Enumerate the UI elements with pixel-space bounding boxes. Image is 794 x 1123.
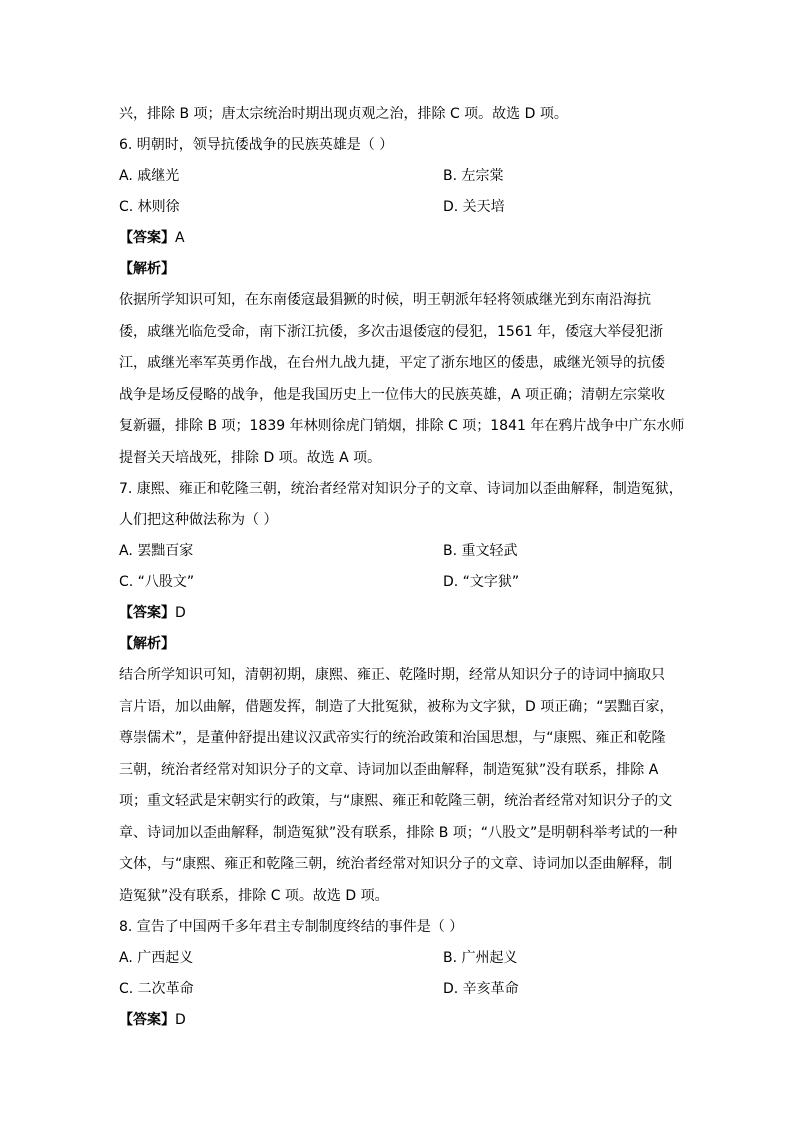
analysis-label: 【解析】: [119, 636, 175, 652]
options-row: [119, 192, 679, 223]
option-b: B. 左宗棠: [443, 168, 504, 184]
analysis-line: 倭，戚继光临危受命，南下浙江抗倭，多次击退倭寇的侵犯，1561 年，倭寇大举侵犯浙: [119, 323, 664, 340]
options-row: [119, 536, 679, 567]
option-a: A. 戚继光: [119, 168, 180, 184]
analysis-text: [119, 660, 679, 912]
options-row: [119, 567, 679, 598]
answer-label: 【答案】: [119, 230, 175, 246]
answer-value: A: [175, 230, 185, 246]
options-row: [119, 974, 679, 1005]
analysis-text: [119, 285, 685, 474]
question-text: 7. 康熙、雍正和乾隆三朝，统治者经常对知识分子的文章、诗词加以歪曲解释，制造冤狱，: [119, 481, 683, 497]
option-c: C. 林则徐: [119, 199, 180, 215]
continuation-text: 兴，排除 B 项；唐太宗统治时期出现贞观之治，排除 C 项。故选 D 项。: [119, 106, 568, 122]
answer-line: [119, 598, 679, 629]
option-d: D. “文字狱”: [443, 574, 520, 590]
document-content: [119, 99, 685, 1036]
analysis-label: 【解析】: [119, 261, 175, 277]
option-b: B. 重文轻武: [443, 543, 518, 559]
analysis-heading: [119, 254, 679, 285]
analysis-line: 项；重文轻武是宋朝实行的政策，与“康熙、雍正和乾隆三朝，统治者经常对知识分子的文: [119, 793, 673, 809]
analysis-line: 造冤狱”没有联系，排除 C 项。故选 D 项。: [119, 887, 389, 904]
analysis-line: 江，戚继光率军英勇作战，在台州九战九捷，平定了浙东地区的倭患，戚继光领导的抗倭: [119, 355, 665, 371]
question-6: [119, 130, 685, 474]
answer-label: 【答案】: [119, 605, 175, 621]
question-text: 6. 明朝时，领导抗倭战争的民族英雄是（ ）: [119, 137, 394, 153]
answer-value: D: [175, 1012, 186, 1028]
analysis-line: 三朝，统治者经常对知识分子的文章、诗词加以歪曲解释，制造冤狱”没有联系，排除 A: [119, 761, 659, 778]
option-b: B. 广州起义: [443, 950, 518, 966]
analysis-line: 尊崇儒术”，是董仲舒提出建议汉武帝实行的统治政策和治国思想，与“康熙、雍正和乾隆: [119, 730, 666, 746]
option-d: D. 关天培: [443, 199, 505, 215]
question-text: 人们把这种做法称为（ ）: [119, 512, 278, 528]
option-c: C. “八股文”: [119, 574, 195, 590]
option-a: A. 罢黜百家: [119, 543, 194, 559]
analysis-line: 言片语，加以曲解，借题发挥，制造了大批冤狱，被称为文字狱，D 项正确；“罢黜百家，: [119, 698, 674, 715]
analysis-line: 提督关天培战死，排除 D 项。故选 A 项。: [119, 449, 382, 466]
options-row: [119, 161, 679, 192]
question-8: [119, 912, 679, 1036]
answer-line: [119, 1005, 679, 1036]
answer-value: D: [175, 605, 186, 621]
analysis-line: 复新疆，排除 B 项；1839 年林则徐虎门销烟，排除 C 项；1841 年在鸦片战争中广东水师: [119, 418, 685, 434]
analysis-line: 依据所学知识可知，在东南倭寇最猖獗的时候，明王朝派年轻将领戚继光到东南沿海抗: [119, 292, 651, 308]
option-a: A. 广西起义: [119, 950, 194, 966]
option-d: D. 辛亥革命: [443, 981, 519, 997]
answer-label: 【答案】: [119, 1012, 175, 1028]
options-row: [119, 943, 679, 974]
answer-line: [119, 223, 679, 254]
analysis-line: 结合所学知识可知，清朝初期，康熙、雍正、乾隆时期，经常从知识分子的诗词中摘取只: [119, 667, 665, 683]
question-text: 8. 宣告了中国两千多年君主专制制度终结的事件是（ ）: [119, 919, 464, 935]
question-7: [119, 474, 683, 912]
analysis-line: 文体，与“康熙、雍正和乾隆三朝，统治者经常对知识分子的文章、诗词加以歪曲解释，制: [119, 856, 673, 872]
analysis-line: 战争是场反侵略的战争，他是我国历史上一位伟大的民族英雄，A 项正确；清朝左宗棠收: [119, 386, 666, 403]
analysis-line: 章、诗词加以歪曲解释，制造冤狱”没有联系，排除 B 项；“八股文”是明朝科举考试的一种: [119, 824, 678, 841]
option-c: C. 二次革命: [119, 981, 194, 997]
analysis-heading: [119, 629, 679, 660]
